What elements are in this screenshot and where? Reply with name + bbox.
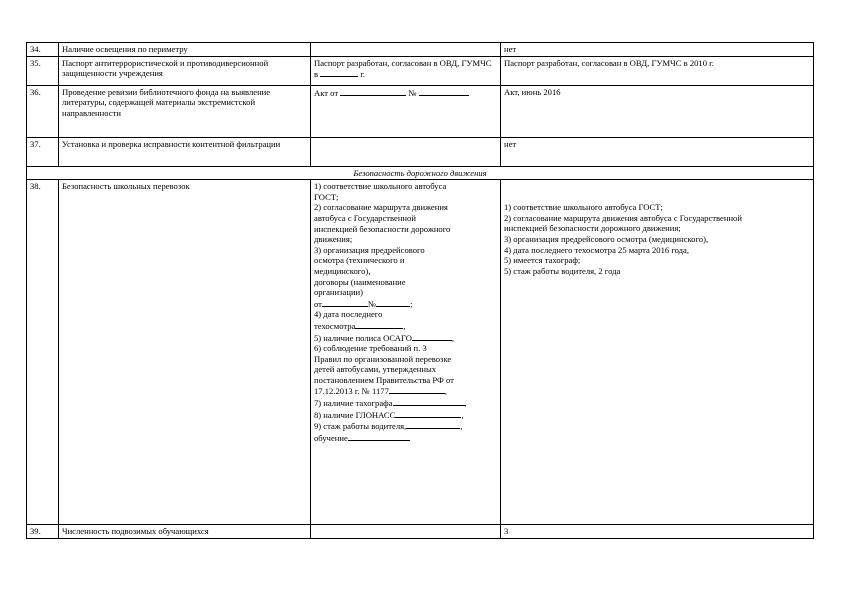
fact-cell: нет: [501, 43, 814, 57]
plan-line: 3) организация предрейсового: [314, 244, 425, 255]
fact-cell: Акт, июнь 2016: [501, 85, 814, 137]
blank-line: [395, 409, 464, 420]
row-number: 39.: [27, 525, 59, 539]
row-number: 35.: [27, 56, 59, 85]
fact-line: 2) согласование маршрута движения автобуса с Государственной: [504, 212, 742, 223]
plan-line: детей автобусами, утвержденных: [314, 364, 437, 375]
plan-text: 17.12.2013 г. № 1177: [314, 386, 389, 397]
plan-text: ,: [461, 409, 464, 420]
row-title: Паспорт антитеррористической и противодиверсионной защищенности учреждения: [59, 56, 311, 85]
fact-cell: [501, 180, 814, 525]
plan-line: ГОСТ;: [314, 191, 339, 202]
table-row: [27, 525, 814, 539]
plan-line: автобуса с Государственной: [314, 212, 416, 223]
plan-line: [314, 320, 497, 332]
blank-line: [322, 298, 368, 307]
blank-line: [348, 432, 410, 441]
row-title: Безопасность школьных перевозок: [59, 180, 311, 525]
plan-line: [314, 432, 497, 444]
blank-line: [393, 397, 467, 409]
plan-text: 8) наличие ГЛОНАСС: [314, 409, 396, 420]
plan-text: Акт от: [314, 87, 339, 98]
row-number: 37.: [27, 137, 59, 166]
plan-text: №: [408, 87, 417, 98]
plan-text: Паспорт разработан, согласован в ОВД, ГУМЧС в: [314, 57, 492, 80]
fact-line: инспекцией безопасности дорожного движения;: [504, 223, 681, 234]
row-number: 36.: [27, 85, 59, 137]
fact-cell: 3: [501, 525, 814, 539]
plan-text: от: [314, 298, 322, 309]
plan-text: ,: [464, 398, 467, 409]
section-row: [27, 166, 814, 180]
plan-line: Правил по организованной перевозке: [314, 353, 452, 364]
plan-line: [314, 298, 497, 310]
plan-line: договоры (наименование: [314, 276, 406, 287]
row-title: Установка и проверка исправности контентной фильтрации: [59, 137, 311, 166]
plan-line: 4) дата последнего: [314, 309, 383, 320]
fact-line: 4) дата последнего техосмотра 25 марта 2016 года,: [504, 244, 690, 255]
document-table: [26, 42, 814, 539]
plan-cell: [311, 43, 501, 57]
plan-text: ,: [451, 332, 455, 343]
blank-line: [355, 320, 406, 331]
plan-line: постановлением Правительства РФ от: [314, 374, 454, 385]
row-number: 38.: [27, 180, 59, 525]
blank-line: [412, 332, 455, 343]
table-row: [27, 137, 814, 166]
fact-line: 5) имеется тахограф;: [504, 255, 581, 266]
fact-cell: нет: [501, 137, 814, 166]
blank-line: [320, 68, 358, 77]
plan-line: инспекцией безопасности дорожного: [314, 223, 451, 234]
plan-text: ,: [460, 421, 463, 432]
row-title: Проведение ревизии библиотечного фонда на выявление литературы, содержащей материалы экстремистской направленности: [59, 85, 311, 137]
plan-cell: [311, 56, 501, 85]
table-row: [27, 56, 814, 85]
blank-line: [406, 420, 463, 432]
plan-text: г.: [360, 69, 366, 80]
row-title: Наличие освещения по периметру: [59, 43, 311, 57]
section-title: Безопасность дорожного движения: [27, 166, 814, 180]
plan-line: 1) соответствие школьного автобуса: [314, 181, 447, 192]
plan-text: ;: [410, 298, 413, 309]
table-row: [27, 180, 814, 525]
fact-line: 5) стаж работы водителя, 2 года: [504, 265, 621, 276]
blank-line: [340, 87, 406, 96]
plan-line: [314, 409, 497, 421]
fact-line: 1) соответствие школьного автобуса ГОСТ;: [504, 202, 663, 213]
plan-text: ,: [444, 386, 448, 397]
plan-text: обучение: [314, 432, 348, 443]
plan-text: 7) наличие тахографа: [314, 398, 393, 409]
plan-cell: [311, 525, 501, 539]
plan-line: движения;: [314, 234, 353, 245]
blank-line: [376, 298, 413, 309]
plan-text: №: [367, 298, 377, 309]
table-row: [27, 43, 814, 57]
plan-text: 5) наличие полиса ОСАГО: [314, 332, 412, 343]
plan-line: [314, 385, 497, 397]
plan-line: медицинского),: [314, 265, 371, 276]
plan-line: 2) согласование маршрута движения: [314, 202, 448, 213]
blank-line: [419, 87, 469, 96]
fact-line: 3) организация предрейсового осмотра (медицинского),: [504, 233, 709, 244]
fact-cell: Паспорт разработан, согласован в ОВД, ГУМЧС в 2010 г.: [501, 56, 814, 85]
plan-line: осмотра (технического и: [314, 255, 405, 266]
plan-line: 6) соблюдение требований п. 3: [314, 343, 427, 354]
plan-line: [314, 332, 497, 344]
plan-cell: [311, 180, 501, 525]
row-title: Численность подвозимых обучающихся: [59, 525, 311, 539]
plan-text: техосмотра: [314, 320, 356, 331]
plan-text: 9) стаж работы водителя,: [314, 421, 407, 432]
plan-line: организации): [314, 287, 363, 298]
plan-line: [314, 420, 497, 432]
row-number: 34.: [27, 43, 59, 57]
blank-line: [389, 385, 448, 397]
plan-cell: [311, 85, 501, 137]
table-row: [27, 85, 814, 137]
plan-text: ,: [403, 320, 406, 331]
plan-cell: [311, 137, 501, 166]
plan-line: [314, 397, 497, 409]
